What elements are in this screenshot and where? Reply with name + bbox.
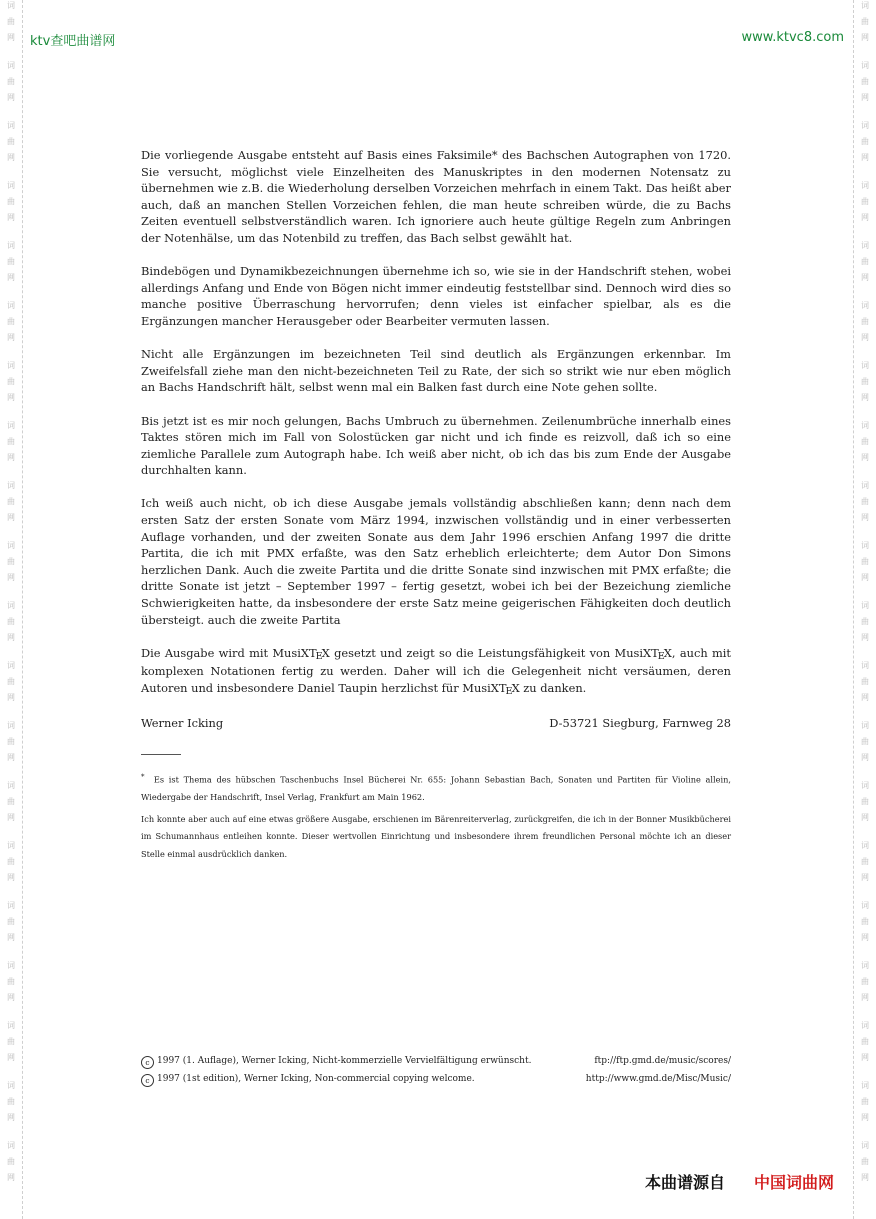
copyright-icon: c xyxy=(141,1074,154,1087)
watermark-glyph: 词 xyxy=(861,61,869,70)
watermark-glyph: 词 xyxy=(861,241,869,250)
watermark-glyph: 曲 xyxy=(7,557,15,566)
watermark-glyph: 网 xyxy=(861,93,869,102)
watermark-glyph: 曲 xyxy=(861,977,869,986)
watermark-glyph: 曲 xyxy=(861,617,869,626)
paragraph-3: Nicht alle Ergänzungen im bezeichneten Teil sind deutlich als Ergänzungen erkennbar. Im Zweifelsfall ziehe man den nicht-bezeichneten Teil zu Rate, der sich so strikt wie nur eben möglich an Bachs Handschrift hält, selbst wenn mal ein Balken fast durch eine Note gehen sollte. xyxy=(141,347,731,395)
watermark-glyph: 曲 xyxy=(861,797,869,806)
watermark-glyph: 曲 xyxy=(7,617,15,626)
watermark-glyph: 词 xyxy=(861,541,869,550)
watermark-glyph: 网 xyxy=(7,93,15,102)
watermark-glyph: 词 xyxy=(7,961,15,970)
paragraph-1: Die vorliegende Ausgabe entsteht auf Basis eines Faksimile* des Bachschen Autographen von 1720. Sie versucht, möglichst viele Einzelheiten des Manuskriptes in den modernen Notensatz zu übernehmen wie z.B. die Wiederholung derselben Vorzeichen mehrfach in einem Takt. Das heißt aber auch, daß an manchen Stellen Vorzeichen fehlen, die man heute schreiben würde, die zu Bachs Zeiten eventuell selbstverständlich waren. Ich ignoriere auch heute gültige Regeln zum Anbringen der Notenhälse, um das Notenbild zu treffen, das Bach selbst gewählt hat. xyxy=(141,148,731,245)
watermark-glyph: 网 xyxy=(861,153,869,162)
paragraph-6-part-a: Die Ausgabe wird mit MusiX xyxy=(141,645,309,660)
tex-logo: TEX xyxy=(309,645,330,662)
watermark-glyph: 曲 xyxy=(861,737,869,746)
watermark-glyph: 网 xyxy=(861,333,869,342)
watermark-glyph: 网 xyxy=(7,993,15,1002)
watermark-glyph: 词 xyxy=(7,421,15,430)
watermark-glyph: 曲 xyxy=(861,557,869,566)
watermark-glyph: 曲 xyxy=(861,197,869,206)
document-body xyxy=(141,147,731,867)
watermark-glyph: 网 xyxy=(7,873,15,882)
watermark-glyph: 网 xyxy=(861,273,869,282)
watermark-glyph: 曲 xyxy=(861,857,869,866)
watermark-glyph: 词 xyxy=(861,961,869,970)
watermark-glyph: 词 xyxy=(861,841,869,850)
watermark-glyph: 网 xyxy=(7,753,15,762)
watermark-glyph: 曲 xyxy=(861,257,869,266)
watermark-glyph: 曲 xyxy=(7,1037,15,1046)
signature-line xyxy=(141,715,731,732)
author-name: Werner Icking xyxy=(141,716,224,731)
watermark-glyph: 词 xyxy=(861,301,869,310)
watermark-glyph: 网 xyxy=(7,1113,15,1122)
footnote-marker: * xyxy=(141,772,145,781)
ftp-link[interactable]: ftp://ftp.gmd.de/music/scores/ xyxy=(594,1056,731,1066)
watermark-glyph: 词 xyxy=(7,1081,15,1090)
watermark-glyph: 词 xyxy=(861,1141,869,1150)
watermark-glyph: 词 xyxy=(861,601,869,610)
watermark-glyph: 词 xyxy=(7,361,15,370)
watermark-glyph: 网 xyxy=(861,993,869,1002)
watermark-glyph: 曲 xyxy=(7,17,15,26)
watermark-glyph: 曲 xyxy=(7,317,15,326)
watermark-glyph: 曲 xyxy=(7,137,15,146)
watermark-glyph: 曲 xyxy=(861,497,869,506)
watermark-glyph: 网 xyxy=(7,393,15,402)
watermark-glyph: 网 xyxy=(861,393,869,402)
watermark-glyph: 网 xyxy=(7,933,15,942)
watermark-glyph: 曲 xyxy=(861,677,869,686)
watermark-glyph: 网 xyxy=(861,453,869,462)
footnote-1: * Es ist Thema des hübschen Taschenbuchs Insel Bücherei Nr. 655: Johann Sebastian Bach, Sonaten und Partiten für Violine allein, Wiedergabe der Handschrift, Insel Verlag, Frankfurt am Main 1962. xyxy=(141,772,731,803)
watermark-glyph: 网 xyxy=(7,1173,15,1182)
watermark-glyph: 词 xyxy=(861,901,869,910)
watermark-glyph: 词 xyxy=(861,1021,869,1030)
watermark-glyph: 网 xyxy=(861,873,869,882)
watermark-glyph: 词 xyxy=(861,781,869,790)
watermark-glyph: 网 xyxy=(861,1113,869,1122)
watermark-glyph: 曲 xyxy=(861,377,869,386)
watermark-glyph: 网 xyxy=(7,453,15,462)
watermark-glyph: 曲 xyxy=(7,857,15,866)
watermark-glyph: 词 xyxy=(7,1,15,10)
watermark-glyph: 曲 xyxy=(7,797,15,806)
watermark-glyph: 网 xyxy=(861,1173,869,1182)
watermark-glyph: 曲 xyxy=(861,77,869,86)
watermark-glyph: 词 xyxy=(861,661,869,670)
paragraph-6-part-b: gesetzt und zeigt so die Leistungsfähigkeit von MusiX xyxy=(334,645,652,660)
watermark-glyph: 曲 xyxy=(7,257,15,266)
watermark-glyph: 词 xyxy=(7,301,15,310)
watermark-glyph: 网 xyxy=(7,33,15,42)
watermark-glyph: 曲 xyxy=(861,917,869,926)
watermark-glyph: 网 xyxy=(861,573,869,582)
watermark-glyph: 词 xyxy=(861,121,869,130)
watermark-glyph: 词 xyxy=(7,601,15,610)
watermark-glyph: 网 xyxy=(861,33,869,42)
watermark-glyph: 网 xyxy=(7,153,15,162)
watermark-glyph: 曲 xyxy=(861,17,869,26)
watermark-glyph: 网 xyxy=(861,513,869,522)
watermark-glyph: 网 xyxy=(7,633,15,642)
watermark-glyph: 曲 xyxy=(861,437,869,446)
watermark-glyph: 曲 xyxy=(861,1037,869,1046)
paragraph-6 xyxy=(141,645,731,699)
watermark-glyph: 网 xyxy=(861,633,869,642)
watermark-glyph: 网 xyxy=(861,693,869,702)
watermark-glyph: 词 xyxy=(7,121,15,130)
watermark-glyph: 词 xyxy=(861,1,869,10)
copyright-line-1: c 1997 (1. Auflage), Werner Icking, Nicht-kommerzielle Vervielfältigung erwünscht. ftp://ftp.gmd.de/music/scores/ xyxy=(141,1052,731,1070)
watermark-glyph: 词 xyxy=(7,1021,15,1030)
watermark-glyph: 词 xyxy=(7,901,15,910)
watermark-glyph: 词 xyxy=(7,481,15,490)
footer-source-label: 本曲谱源自 xyxy=(645,1173,726,1192)
watermark-glyph: 词 xyxy=(7,781,15,790)
watermark-glyph: 曲 xyxy=(7,77,15,86)
paragraph-2: Bindebögen und Dynamikbezeichnungen übernehme ich so, wie sie in der Handschrift stehen, wobei allerdings Anfang und Ende von Bögen nicht immer eindeutig feststellbar sind. Dennoch wird dies so manche positive Überraschung hervorrufen; denn vieles ist einfacher spielbar, als es die Ergänzungen mancher Herausgeber oder Bearbeiter vermuten lassen. xyxy=(141,264,731,328)
watermark-glyph: 词 xyxy=(7,721,15,730)
watermark-glyph: 词 xyxy=(861,361,869,370)
watermark-glyph: 曲 xyxy=(861,317,869,326)
watermark-glyph: 网 xyxy=(7,573,15,582)
watermark-glyph: 网 xyxy=(7,273,15,282)
watermark-glyph: 词 xyxy=(861,421,869,430)
footnote-divider xyxy=(141,754,181,755)
author-address: D-53721 Siegburg, Farnweg 28 xyxy=(549,716,731,731)
watermark-glyph: 网 xyxy=(7,333,15,342)
watermark-glyph: 曲 xyxy=(861,1097,869,1106)
watermark-glyph: 网 xyxy=(861,213,869,222)
copyright-line-2: c 1997 (1st edition), Werner Icking, Non-commercial copying welcome. http://www.gmd.de/Misc/Music/ xyxy=(141,1070,731,1088)
watermark-glyph: 曲 xyxy=(861,1157,869,1166)
watermark-glyph: 曲 xyxy=(861,137,869,146)
watermark-glyph: 网 xyxy=(861,933,869,942)
footnote-2: Ich konnte aber auch auf eine etwas größere Ausgabe, erschienen im Bärenreiterverlag, zurückgreifen, die ich in der Bonner Musikbücherei im Schumannhaus entleihen konnte. Dieser wertvollen Einrichtung und insbesondere ihrem freundlichen Personal möchte ich an dieser Stelle einmal ausdrücklich danken. xyxy=(141,813,731,859)
watermark-glyph: 曲 xyxy=(7,737,15,746)
left-watermark-strip xyxy=(0,0,23,1219)
watermark-glyph: 词 xyxy=(861,181,869,190)
watermark-glyph: 网 xyxy=(7,813,15,822)
watermark-glyph: 词 xyxy=(861,481,869,490)
copyright-icon: c xyxy=(141,1056,154,1069)
watermark-glyph: 词 xyxy=(7,661,15,670)
watermark-glyph: 曲 xyxy=(7,977,15,986)
watermark-glyph: 网 xyxy=(7,1053,15,1062)
watermark-glyph: 曲 xyxy=(7,1157,15,1166)
watermark-glyph: 曲 xyxy=(7,437,15,446)
watermark-glyph: 曲 xyxy=(7,917,15,926)
site-name-header[interactable]: ktv查吧曲谱网 xyxy=(30,34,116,49)
watermark-glyph: 词 xyxy=(7,181,15,190)
tex-logo: TEX xyxy=(651,645,672,662)
watermark-glyph: 网 xyxy=(7,213,15,222)
watermark-glyph: 曲 xyxy=(7,377,15,386)
watermark-glyph: 词 xyxy=(861,721,869,730)
site-url-header[interactable]: www.ktvc8.com xyxy=(741,30,844,45)
watermark-glyph: 网 xyxy=(861,1053,869,1062)
footer-site-link[interactable]: 中国词曲网 xyxy=(754,1173,835,1192)
watermark-glyph: 网 xyxy=(7,513,15,522)
paragraph-5: Ich weiß auch nicht, ob ich diese Ausgabe jemals vollständig abschließen kann; denn nach dem ersten Satz der ersten Sonate vom März 1994, inzwischen vollständig und in einer verbesserten Auflage vorhanden, und der zweiten Sonate aus dem Jahr 1996 erschien Anfang 1997 die dritte Partita, die ich mit PMX erfaßte, was den Satz erheblich erleichterte; dem Autor Don Simons herzlichen Dank. Auch die zweite Partita und die dritte Sonate sind inzwischen mit PMX erfaßte; die dritte Sonate ist jetzt – September 1997 – fertig gesetzt, wobei ich bei der Bezeichung ziemliche Schwierigkeiten hatte, da insbesondere der erste Satz meine geigerischen Fähigkeiten doch deutlich übersteigt. auch die zweite Partita xyxy=(141,496,731,627)
watermark-glyph: 词 xyxy=(7,61,15,70)
paragraph-6-part-c: , auch mit komplexen Notationen fertig zu werden. Daher will ich die Gelegenheit nicht versäumen, deren Autoren und insbesondere Daniel Taupin herzlichst für MusiX xyxy=(141,645,731,695)
watermark-glyph: 曲 xyxy=(7,1097,15,1106)
watermark-glyph: 网 xyxy=(861,753,869,762)
watermark-glyph: 曲 xyxy=(7,197,15,206)
watermark-glyph: 网 xyxy=(7,693,15,702)
watermark-glyph: 词 xyxy=(7,241,15,250)
watermark-glyph: 网 xyxy=(861,813,869,822)
tex-logo: TEX xyxy=(498,681,520,697)
http-link[interactable]: http://www.gmd.de/Misc/Music/ xyxy=(585,1074,731,1084)
watermark-glyph: 词 xyxy=(7,541,15,550)
right-watermark-strip xyxy=(853,0,876,1219)
watermark-glyph: 词 xyxy=(7,1141,15,1150)
watermark-glyph: 词 xyxy=(861,1081,869,1090)
watermark-glyph: 曲 xyxy=(7,677,15,686)
paragraph-6-part-d: zu danken. xyxy=(523,681,587,695)
watermark-glyph: 词 xyxy=(7,841,15,850)
paragraph-4: Bis jetzt ist es mir noch gelungen, Bachs Umbruch zu übernehmen. Zeilenumbrüche innerhalb eines Taktes stören mich im Fall von Solostücken gar nicht und ich finde es reizvoll, daß ich so eine ziemliche Parallele zum Autograph habe. Ich weiß aber nicht, ob ich das bis zum Ende der Ausgabe durchhalten kann. xyxy=(141,413,731,478)
watermark-glyph: 曲 xyxy=(7,497,15,506)
